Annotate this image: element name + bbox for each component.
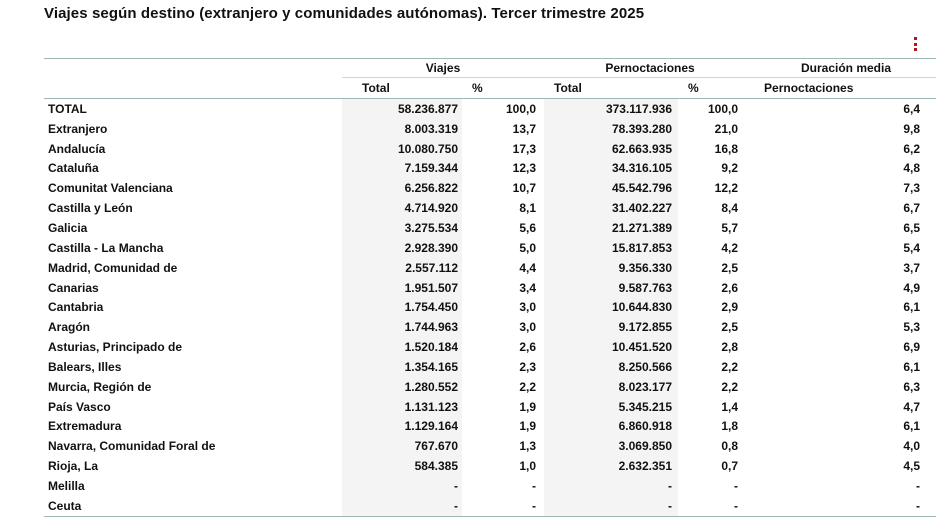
cell-duracion: 4,9 <box>903 280 921 295</box>
cell-duracion: 6,7 <box>903 201 921 216</box>
cell-pern-total: 5.345.215 <box>544 397 678 417</box>
row-name: Asturias, Principado de <box>48 340 183 355</box>
cell-pern-total: 6.860.918 <box>544 417 678 437</box>
row-name: Galicia <box>48 220 88 235</box>
cell-duracion: 4,8 <box>903 161 921 176</box>
row-name: Cataluña <box>48 161 99 176</box>
sub-header-pern-pct: % <box>678 78 756 99</box>
cell-duracion: 4,0 <box>903 439 921 454</box>
row-name: Aragón <box>48 320 90 335</box>
cell-pern-pct: 2,2 <box>721 359 739 374</box>
cell-viajes-total: 7.159.344 <box>342 159 462 179</box>
cell-viajes-total: 1.520.184 <box>342 337 462 357</box>
cell-viajes-total: 1.280.552 <box>342 377 462 397</box>
sub-header-viajes-pct: % <box>462 78 544 99</box>
row-name: Castilla y León <box>48 201 133 216</box>
cell-pern-total: 2.632.351 <box>544 456 678 476</box>
vertical-dots-menu-icon[interactable] <box>912 37 918 51</box>
row-name: Ceuta <box>44 496 342 516</box>
cell-pern-pct: 100,0 <box>707 101 739 116</box>
cell-viajes-total: 1.129.164 <box>342 417 462 437</box>
cell-viajes-total: 3.275.534 <box>342 218 462 238</box>
cell-duracion: 3,7 <box>903 260 921 275</box>
cell-duracion: 5,4 <box>903 240 921 255</box>
cell-pern-pct: 1,4 <box>721 399 739 414</box>
cell-duracion: 6,3 <box>903 379 921 394</box>
table-row <box>44 119 936 139</box>
cell-viajes-total: 10.080.750 <box>342 139 462 159</box>
table-row <box>44 496 936 516</box>
cell-pern-pct: 0,7 <box>721 459 739 474</box>
cell-duracion: 6,9 <box>903 340 921 355</box>
row-name: Melilla <box>48 478 85 493</box>
table-row <box>44 297 936 317</box>
sub-header-row <box>44 78 936 99</box>
cell-duracion: 5,3 <box>903 320 921 335</box>
table-row <box>44 139 936 159</box>
table-row <box>44 99 936 119</box>
table-row <box>44 476 936 496</box>
cell-pern-total: 78.393.280 <box>544 119 678 139</box>
row-name: Navarra, Comunidad Foral de <box>48 439 216 454</box>
cell-pern-pct: 12,2 <box>714 181 739 196</box>
cell-viajes-total: 6.256.822 <box>342 178 462 198</box>
cell-pern-pct: 2,6 <box>721 280 739 295</box>
table-row <box>44 258 936 278</box>
cell-viajes-total: 2.928.390 <box>342 238 462 258</box>
cell-viajes-total: 1.744.963 <box>342 317 462 337</box>
sub-header-viajes-total: Total <box>342 78 462 99</box>
cell-viajes-pct: 2,6 <box>519 340 537 355</box>
cell-pern-total: 21.271.389 <box>544 218 678 238</box>
cell-pern-total: 10.451.520 <box>544 337 678 357</box>
header-duracion-media: Duración media <box>756 59 936 78</box>
cell-pern-pct: 8,4 <box>721 201 739 216</box>
cell-viajes-pct: 17,3 <box>512 141 537 156</box>
cell-pern-total: 373.117.936 <box>544 99 678 119</box>
cell-pern-pct: - <box>678 496 756 516</box>
cell-pern-pct: 2,8 <box>721 340 739 355</box>
cell-pern-pct: 2,2 <box>721 379 739 394</box>
cell-pern-total: 8.250.566 <box>544 357 678 377</box>
table-row <box>44 317 936 337</box>
cell-viajes-pct: 1,9 <box>519 419 537 434</box>
cell-viajes-pct: 1,0 <box>519 459 537 474</box>
cell-pern-total: 3.069.850 <box>544 436 678 456</box>
cell-viajes-total: 584.385 <box>342 456 462 476</box>
table-row <box>44 159 936 179</box>
cell-pern-total: - <box>544 496 678 516</box>
cell-pern-total: 15.817.853 <box>544 238 678 258</box>
row-name: Andalucía <box>48 141 106 156</box>
row-name: Balears, Illes <box>48 359 122 374</box>
cell-duracion: 4,7 <box>903 399 921 414</box>
cell-viajes-pct: 3,4 <box>519 280 537 295</box>
cell-viajes-pct: 2,2 <box>519 379 537 394</box>
cell-pern-pct: 4,2 <box>721 240 739 255</box>
cell-viajes-pct: 3,0 <box>519 300 537 315</box>
cell-pern-pct: 9,2 <box>721 161 739 176</box>
row-name: Madrid, Comunidad de <box>48 260 178 275</box>
sub-header-duracion: Pernoctaciones <box>756 78 936 99</box>
cell-pern-total: 9.172.855 <box>544 317 678 337</box>
cell-viajes-total: 1.131.123 <box>342 397 462 417</box>
cell-viajes-pct: 4,4 <box>519 260 537 275</box>
table-row <box>44 377 936 397</box>
cell-viajes-total: 1.354.165 <box>342 357 462 377</box>
row-name: TOTAL <box>48 101 87 116</box>
cell-pern-pct: 2,9 <box>721 300 739 315</box>
sub-header-blank <box>44 78 342 99</box>
row-name: Comunitat Valenciana <box>48 181 173 196</box>
cell-duracion: 6,1 <box>903 419 921 434</box>
cell-viajes-pct: - <box>532 478 537 493</box>
cell-pern-total: - <box>544 476 678 496</box>
cell-pern-pct: - <box>734 478 739 493</box>
cell-viajes-total: 1.754.450 <box>342 297 462 317</box>
cell-duracion: 6,4 <box>903 101 921 116</box>
header-pernoctaciones: Pernoctaciones <box>544 59 756 78</box>
cell-duracion: 6,2 <box>903 141 921 156</box>
cell-viajes-pct: 8,1 <box>519 201 537 216</box>
header-viajes: Viajes <box>342 59 544 78</box>
row-name: Rioja, La <box>48 459 99 474</box>
cell-duracion: - <box>916 478 921 493</box>
cell-pern-pct: 1,8 <box>721 419 739 434</box>
group-header-row <box>44 59 936 78</box>
cell-viajes-total: 767.670 <box>342 436 462 456</box>
cell-duracion: - <box>756 496 936 516</box>
cell-pern-total: 31.402.227 <box>544 198 678 218</box>
cell-viajes-total: - <box>342 476 462 496</box>
cell-pern-total: 34.316.105 <box>544 159 678 179</box>
cell-viajes-pct: 5,6 <box>519 220 537 235</box>
cell-pern-total: 8.023.177 <box>544 377 678 397</box>
row-name: Extranjero <box>48 121 108 136</box>
cell-pern-pct: 0,8 <box>721 439 739 454</box>
cell-viajes-total: 4.714.920 <box>342 198 462 218</box>
table-body <box>44 99 936 517</box>
row-name: Castilla - La Mancha <box>48 240 164 255</box>
cell-viajes-pct: - <box>462 496 544 516</box>
cell-pern-pct: 16,8 <box>714 141 739 156</box>
data-table <box>44 58 936 517</box>
cell-pern-total: 9.356.330 <box>544 258 678 278</box>
cell-viajes-pct: 100,0 <box>505 101 537 116</box>
cell-pern-pct: 5,7 <box>721 220 739 235</box>
row-name: Murcia, Región de <box>48 379 152 394</box>
cell-pern-total: 45.542.796 <box>544 178 678 198</box>
cell-viajes-total: 2.557.112 <box>342 258 462 278</box>
cell-viajes-pct: 1,3 <box>519 439 537 454</box>
table-row <box>44 337 936 357</box>
cell-duracion: 7,3 <box>903 181 921 196</box>
table-row <box>44 178 936 198</box>
sub-header-pern-total: Total <box>544 78 678 99</box>
cell-duracion: 6,1 <box>903 359 921 374</box>
table-row <box>44 436 936 456</box>
page-title: Viajes según destino (extranjero y comunidades autónomas). Tercer trimestre 2025 <box>44 5 645 22</box>
cell-pern-pct: 21,0 <box>714 121 739 136</box>
table-row <box>44 456 936 476</box>
row-name: Canarias <box>48 280 99 295</box>
cell-viajes-pct: 12,3 <box>512 161 537 176</box>
row-name: Cantabria <box>48 300 104 315</box>
cell-viajes-pct: 3,0 <box>519 320 537 335</box>
table-row <box>44 218 936 238</box>
cell-viajes-pct: 5,0 <box>519 240 537 255</box>
cell-pern-total: 62.663.935 <box>544 139 678 159</box>
table-row <box>44 238 936 258</box>
cell-duracion: 9,8 <box>903 121 921 136</box>
table-row <box>44 357 936 377</box>
table-row <box>44 397 936 417</box>
cell-viajes-pct: 13,7 <box>512 121 537 136</box>
cell-viajes-pct: 1,9 <box>519 399 537 414</box>
cell-pern-total: 9.587.763 <box>544 278 678 298</box>
cell-viajes-total: - <box>342 496 462 516</box>
cell-pern-total: 10.644.830 <box>544 297 678 317</box>
cell-viajes-total: 1.951.507 <box>342 278 462 298</box>
cell-duracion: 4,5 <box>903 459 921 474</box>
cell-viajes-pct: 10,7 <box>512 181 537 196</box>
header-blank <box>44 59 342 78</box>
table-row <box>44 198 936 218</box>
table-row <box>44 417 936 437</box>
table-row <box>44 278 936 298</box>
cell-pern-pct: 2,5 <box>721 260 739 275</box>
cell-viajes-pct: 2,3 <box>519 359 537 374</box>
cell-viajes-total: 8.003.319 <box>342 119 462 139</box>
cell-pern-pct: 2,5 <box>721 320 739 335</box>
cell-duracion: 6,5 <box>903 220 921 235</box>
cell-duracion: 6,1 <box>903 300 921 315</box>
row-name: Extremadura <box>48 419 122 434</box>
cell-viajes-total: 58.236.877 <box>342 99 462 119</box>
row-name: País Vasco <box>48 399 111 414</box>
